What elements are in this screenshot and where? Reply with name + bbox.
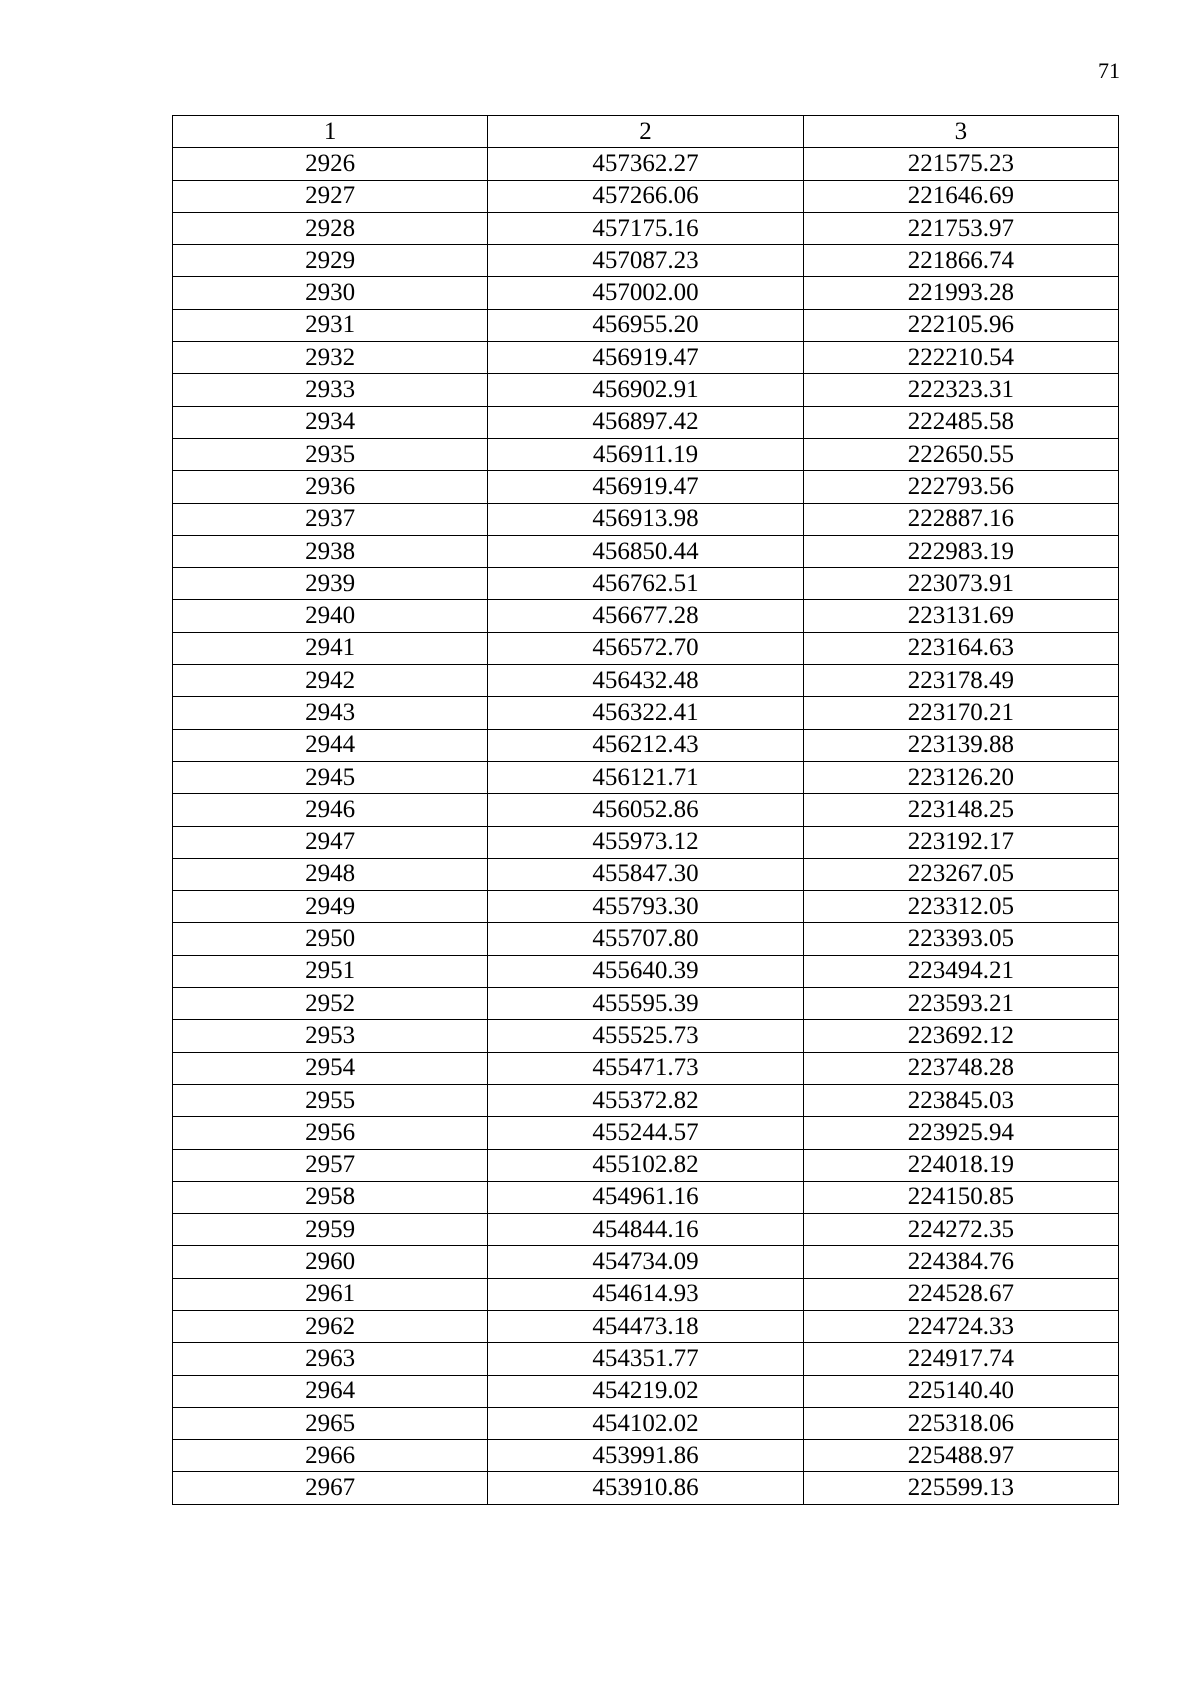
table-cell: 456322.41	[488, 697, 803, 729]
table-cell: 223748.28	[803, 1052, 1118, 1084]
table-cell: 221646.69	[803, 180, 1118, 212]
coordinates-table	[172, 115, 1119, 1505]
table-cell: 2930	[173, 277, 488, 309]
table-cell: 453991.86	[488, 1440, 803, 1472]
table-cell: 225318.06	[803, 1407, 1118, 1439]
table-cell: 2953	[173, 1020, 488, 1052]
table-cell: 2959	[173, 1214, 488, 1246]
table-row	[173, 471, 1119, 503]
column-header: 2	[488, 116, 803, 148]
table-cell: 2956	[173, 1117, 488, 1149]
table-cell: 225140.40	[803, 1375, 1118, 1407]
table-cell: 2960	[173, 1246, 488, 1278]
table-cell: 457175.16	[488, 212, 803, 244]
table-row	[173, 988, 1119, 1020]
table-cell: 221575.23	[803, 148, 1118, 180]
table-cell: 2946	[173, 794, 488, 826]
table-cell: 454351.77	[488, 1343, 803, 1375]
table-cell: 2958	[173, 1181, 488, 1213]
table-cell: 456911.19	[488, 438, 803, 470]
table-cell: 221753.97	[803, 212, 1118, 244]
table-row	[173, 1375, 1119, 1407]
table-cell: 2950	[173, 923, 488, 955]
table-cell: 456919.47	[488, 342, 803, 374]
table-row	[173, 794, 1119, 826]
table-cell: 455847.30	[488, 858, 803, 890]
table-cell: 2955	[173, 1084, 488, 1116]
table-cell: 223148.25	[803, 794, 1118, 826]
table-cell: 223126.20	[803, 761, 1118, 793]
table-row	[173, 1052, 1119, 1084]
table-cell: 222887.16	[803, 503, 1118, 535]
table-row	[173, 1472, 1119, 1504]
table-cell: 224018.19	[803, 1149, 1118, 1181]
table-cell: 2944	[173, 729, 488, 761]
table-cell: 2961	[173, 1278, 488, 1310]
table-row	[173, 923, 1119, 955]
table-cell: 225599.13	[803, 1472, 1118, 1504]
table-cell: 454961.16	[488, 1181, 803, 1213]
table-row	[173, 245, 1119, 277]
table-row	[173, 503, 1119, 535]
table-cell: 221993.28	[803, 277, 1118, 309]
table-cell: 456919.47	[488, 471, 803, 503]
table-cell: 456572.70	[488, 632, 803, 664]
table-cell: 223845.03	[803, 1084, 1118, 1116]
table-cell: 223192.17	[803, 826, 1118, 858]
table-cell: 2954	[173, 1052, 488, 1084]
table-cell: 223073.91	[803, 568, 1118, 600]
table-cell: 454473.18	[488, 1310, 803, 1342]
table-cell: 223131.69	[803, 600, 1118, 632]
table-cell: 223164.63	[803, 632, 1118, 664]
table-cell: 2963	[173, 1343, 488, 1375]
table-cell: 222105.96	[803, 309, 1118, 341]
table-row	[173, 697, 1119, 729]
table-cell: 223494.21	[803, 955, 1118, 987]
table-row	[173, 1020, 1119, 1052]
table-cell: 2964	[173, 1375, 488, 1407]
table-cell: 2947	[173, 826, 488, 858]
table-row	[173, 1214, 1119, 1246]
table-row	[173, 342, 1119, 374]
table-cell: 455525.73	[488, 1020, 803, 1052]
table-cell: 2951	[173, 955, 488, 987]
table-cell: 455471.73	[488, 1052, 803, 1084]
column-header: 3	[803, 116, 1118, 148]
table-cell: 456677.28	[488, 600, 803, 632]
table-cell: 222793.56	[803, 471, 1118, 503]
table-row	[173, 374, 1119, 406]
table-cell: 455244.57	[488, 1117, 803, 1149]
table-cell: 225488.97	[803, 1440, 1118, 1472]
table-cell: 222485.58	[803, 406, 1118, 438]
table-row	[173, 1117, 1119, 1149]
table-cell: 2935	[173, 438, 488, 470]
table-cell: 454102.02	[488, 1407, 803, 1439]
table-cell: 221866.74	[803, 245, 1118, 277]
table-cell: 2948	[173, 858, 488, 890]
table-row	[173, 1181, 1119, 1213]
table-cell: 457002.00	[488, 277, 803, 309]
table-cell: 456913.98	[488, 503, 803, 535]
table-row	[173, 891, 1119, 923]
table-cell: 2933	[173, 374, 488, 406]
table-cell: 456762.51	[488, 568, 803, 600]
page-number: 71	[1098, 58, 1120, 83]
table-row	[173, 535, 1119, 567]
column-header: 1	[173, 116, 488, 148]
table-cell: 2952	[173, 988, 488, 1020]
table-cell: 455102.82	[488, 1149, 803, 1181]
table-cell: 2926	[173, 148, 488, 180]
table-cell: 2932	[173, 342, 488, 374]
table-cell: 223925.94	[803, 1117, 1118, 1149]
table-cell: 2967	[173, 1472, 488, 1504]
table-cell: 454844.16	[488, 1214, 803, 1246]
table-row	[173, 826, 1119, 858]
table-cell: 455372.82	[488, 1084, 803, 1116]
table-row	[173, 212, 1119, 244]
table-cell: 454614.93	[488, 1278, 803, 1310]
table-row	[173, 1149, 1119, 1181]
table-cell: 453910.86	[488, 1472, 803, 1504]
table-cell: 455793.30	[488, 891, 803, 923]
table-cell: 2945	[173, 761, 488, 793]
table-cell: 2928	[173, 212, 488, 244]
table-cell: 456955.20	[488, 309, 803, 341]
table-cell: 223170.21	[803, 697, 1118, 729]
table-header-row	[173, 116, 1119, 148]
table-cell: 224528.67	[803, 1278, 1118, 1310]
table-cell: 455973.12	[488, 826, 803, 858]
table-row	[173, 1246, 1119, 1278]
table-cell: 2962	[173, 1310, 488, 1342]
table-row	[173, 1278, 1119, 1310]
table-cell: 223393.05	[803, 923, 1118, 955]
table-cell: 455595.39	[488, 988, 803, 1020]
table-cell: 223178.49	[803, 665, 1118, 697]
table-cell: 457266.06	[488, 180, 803, 212]
table-cell: 224150.85	[803, 1181, 1118, 1213]
table-cell: 2966	[173, 1440, 488, 1472]
table-cell: 2938	[173, 535, 488, 567]
table-cell: 223139.88	[803, 729, 1118, 761]
table-cell: 2929	[173, 245, 488, 277]
table-cell: 456902.91	[488, 374, 803, 406]
table-cell: 2949	[173, 891, 488, 923]
table-cell: 2931	[173, 309, 488, 341]
table-row	[173, 180, 1119, 212]
table-cell: 224272.35	[803, 1214, 1118, 1246]
table-row	[173, 277, 1119, 309]
table-cell: 455640.39	[488, 955, 803, 987]
table-cell: 454219.02	[488, 1375, 803, 1407]
table-row	[173, 600, 1119, 632]
table-cell: 2940	[173, 600, 488, 632]
table-cell: 2936	[173, 471, 488, 503]
table-row	[173, 858, 1119, 890]
table-cell: 224384.76	[803, 1246, 1118, 1278]
table-cell: 223692.12	[803, 1020, 1118, 1052]
table-cell: 456212.43	[488, 729, 803, 761]
table-row	[173, 1440, 1119, 1472]
table-body	[173, 148, 1119, 1504]
table-cell: 223593.21	[803, 988, 1118, 1020]
table-cell: 455707.80	[488, 923, 803, 955]
table-row	[173, 148, 1119, 180]
table-row	[173, 1407, 1119, 1439]
table-cell: 457362.27	[488, 148, 803, 180]
table-cell: 456121.71	[488, 761, 803, 793]
table-cell: 2965	[173, 1407, 488, 1439]
table-cell: 2927	[173, 180, 488, 212]
table-row	[173, 568, 1119, 600]
table-cell: 224917.74	[803, 1343, 1118, 1375]
table-cell: 2941	[173, 632, 488, 664]
table-row	[173, 761, 1119, 793]
table-row	[173, 1310, 1119, 1342]
table-row	[173, 1084, 1119, 1116]
table-cell: 457087.23	[488, 245, 803, 277]
table-cell: 454734.09	[488, 1246, 803, 1278]
table-cell: 456052.86	[488, 794, 803, 826]
table-cell: 223312.05	[803, 891, 1118, 923]
table-cell: 2939	[173, 568, 488, 600]
table-cell: 456897.42	[488, 406, 803, 438]
table-cell: 2943	[173, 697, 488, 729]
table-row	[173, 438, 1119, 470]
table-cell: 2937	[173, 503, 488, 535]
table-row	[173, 729, 1119, 761]
table-cell: 223267.05	[803, 858, 1118, 890]
table-cell: 222650.55	[803, 438, 1118, 470]
table-row	[173, 1343, 1119, 1375]
table-row	[173, 406, 1119, 438]
table-row	[173, 309, 1119, 341]
table-row	[173, 632, 1119, 664]
table-cell: 222983.19	[803, 535, 1118, 567]
table-row	[173, 955, 1119, 987]
table-row	[173, 665, 1119, 697]
table-cell: 456850.44	[488, 535, 803, 567]
table-cell: 2957	[173, 1149, 488, 1181]
table-cell: 2942	[173, 665, 488, 697]
table-cell: 2934	[173, 406, 488, 438]
table-cell: 222210.54	[803, 342, 1118, 374]
table-cell: 224724.33	[803, 1310, 1118, 1342]
table-cell: 456432.48	[488, 665, 803, 697]
table-cell: 222323.31	[803, 374, 1118, 406]
